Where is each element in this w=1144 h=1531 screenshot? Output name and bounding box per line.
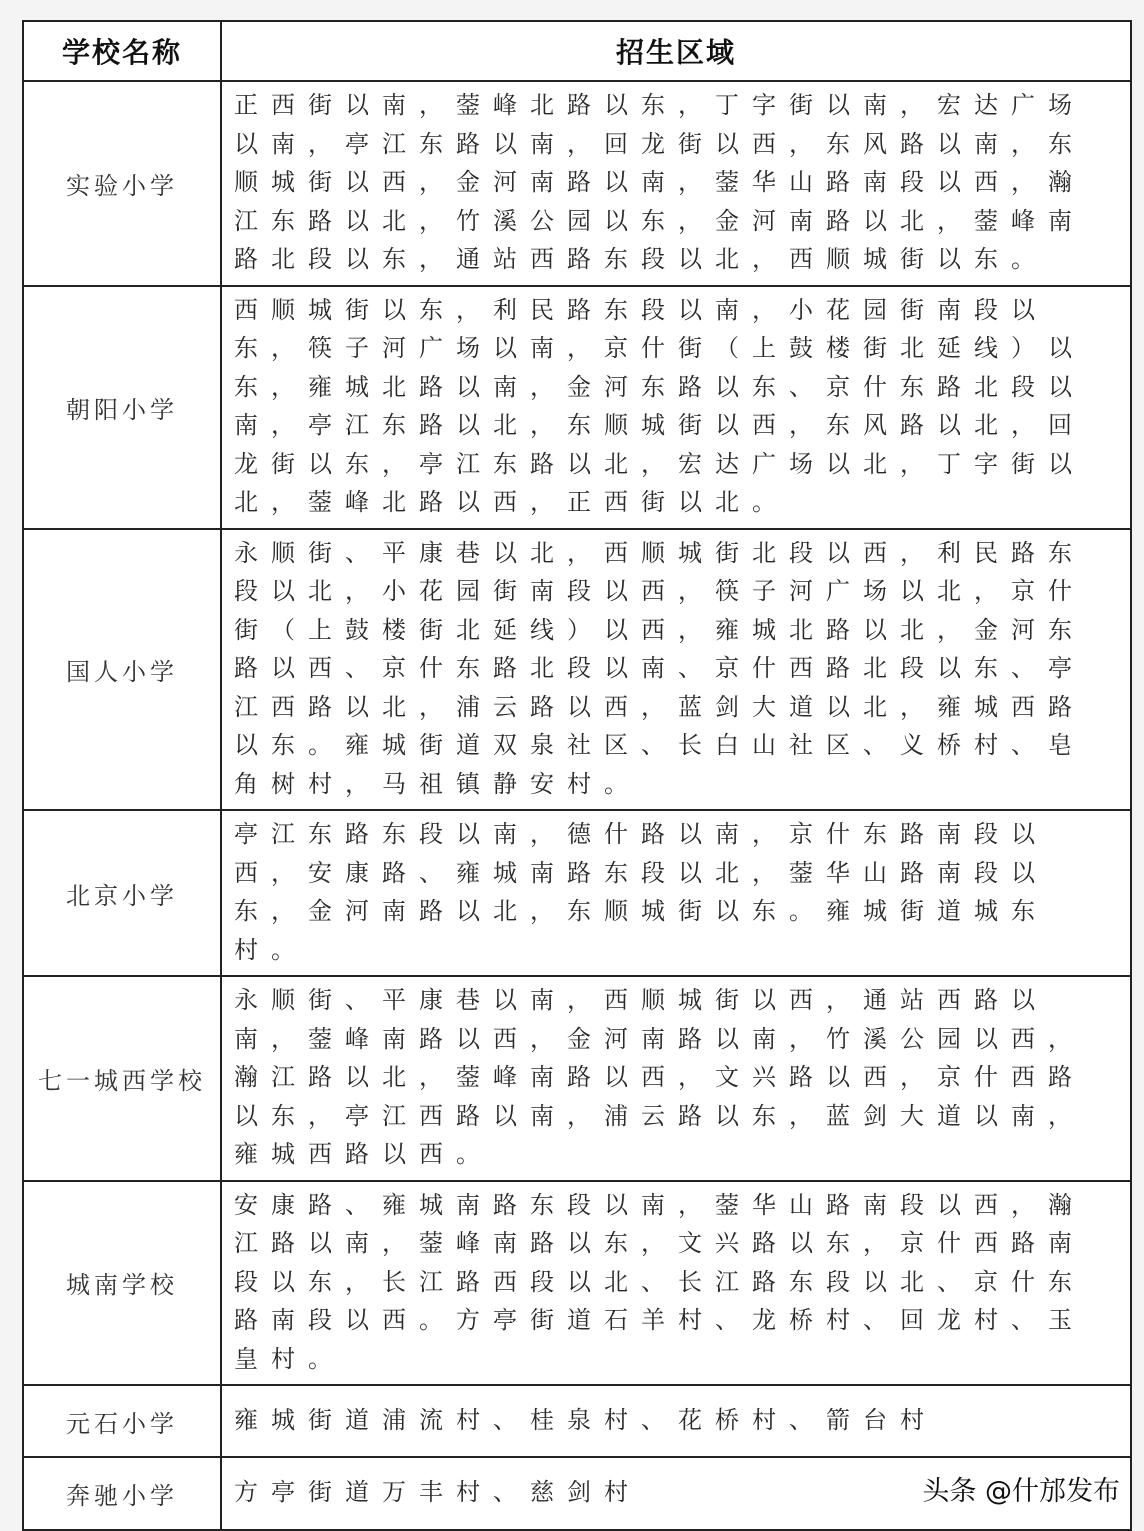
- school-name: 奔驰小学: [23, 1457, 221, 1530]
- enrollment-area: 正西街以南，蓥峰北路以东，丁字街以南，宏达广场以南，亭江东路以南，回龙街以西，东风路以南，东顺城街以西，金河南路以南，蓥华山路南段以西，瀚江东路以北，竹溪公园以东，金河南路以北，蓥峰南路北段以东，通站西路东段以北，西顺城街以东。: [221, 81, 1131, 286]
- school-name: 国人小学: [23, 529, 221, 811]
- table-header-row: [23, 21, 1131, 81]
- table-row: [23, 1181, 1131, 1386]
- enrollment-area: 安康路、雍城南路东段以南，蓥华山路南段以西，瀚江路以南，蓥峰南路以东，文兴路以东，京什西路南段以东，长江路西段以北、长江路东段以北、京什东路南段以西。方亭街道石羊村、龙桥村、回龙村、玉皇村。: [221, 1181, 1131, 1386]
- school-name: 七一城西学校: [23, 976, 221, 1181]
- school-name: 朝阳小学: [23, 286, 221, 529]
- header-enrollment-area: 招生区域: [221, 21, 1131, 81]
- table-row: [23, 529, 1131, 811]
- table-row: [23, 286, 1131, 529]
- school-name: 城南学校: [23, 1181, 221, 1386]
- enrollment-area-wrapper: [234, 1473, 1120, 1512]
- enrollment-zone-table: [22, 20, 1132, 1531]
- enrollment-area: 亭江东路东段以南，德什路以南，京什东路南段以西，安康路、雍城南路东段以北，蓥华山路南段以东，金河南路以北，东顺城街以东。雍城街道城东村。: [221, 810, 1131, 976]
- school-name: 实验小学: [23, 81, 221, 286]
- table-row: [23, 976, 1131, 1181]
- header-school-name: 学校名称: [23, 21, 221, 81]
- table-row: [23, 1385, 1131, 1457]
- enrollment-area: 西顺城街以东，利民路东段以南，小花园街南段以东，筷子河广场以南，京什街（上鼓楼街北延线）以东，雍城北路以南，金河东路以东、京什东路北段以南，亭江东路以北，东顺城街以西，东风路以北，回龙街以东，亭江东路以北，宏达广场以北，丁字街以北，蓥峰北路以西，正西街以北。: [221, 286, 1131, 529]
- school-name: 北京小学: [23, 810, 221, 976]
- school-name: 元石小学: [23, 1385, 221, 1457]
- enrollment-area: 永顺街、平康巷以北，西顺城街北段以西，利民路东段以北，小花园街南段以西，筷子河广场以北，京什街（上鼓楼街北延线）以西，雍城北路以北，金河东路以西、京什东路北段以南、京什西路北段以东、亭江西路以北，浦云路以西，蓝剑大道以北，雍城西路以东。雍城街道双泉社区、长白山社区、义桥村、皂角树村，马祖镇静安村。: [221, 529, 1131, 811]
- enrollment-area: 雍城街道浦流村、桂泉村、花桥村、箭台村: [221, 1385, 1131, 1457]
- watermark: 头条 @什邡发布: [922, 1476, 1120, 1508]
- enrollment-area-cell: [221, 1457, 1131, 1530]
- enrollment-area: 方亭街道万丰村、慈剑村: [234, 1478, 641, 1507]
- table-row: [23, 1457, 1131, 1530]
- enrollment-area: 永顺街、平康巷以南，西顺城街以西，通站西路以南，蓥峰南路以西，金河南路以南，竹溪公园以西，瀚江路以北，蓥峰南路以西，文兴路以西，京什西路以东，亭江西路以南，浦云路以东，蓝剑大道以南，雍城西路以西。: [221, 976, 1131, 1181]
- table-row: [23, 81, 1131, 286]
- table-row: [23, 810, 1131, 976]
